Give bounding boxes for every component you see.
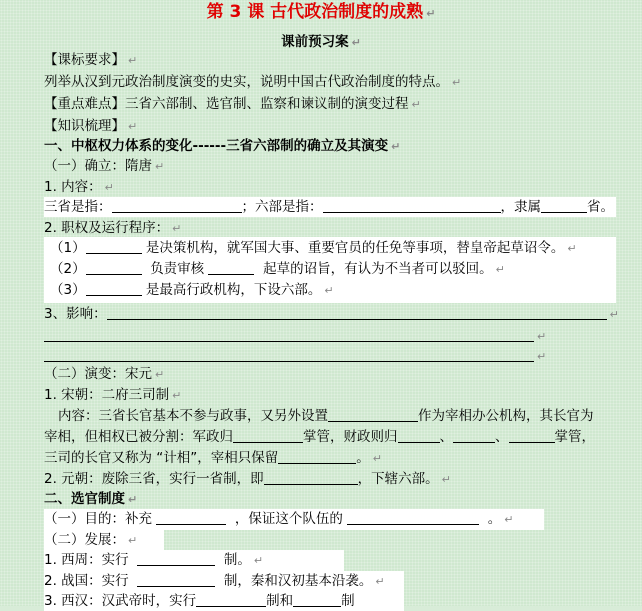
blank-field[interactable] bbox=[44, 327, 534, 342]
powers-row-1: （1） 是决策机构，就军国大事、重要官员的任免等事项，替皇帝起草诏令。 ↵ bbox=[50, 240, 577, 256]
powers-row-3: （3） 是最高行政机构，下设六部。 ↵ bbox=[50, 282, 334, 298]
item-influence: 3、影响： ↵ bbox=[44, 306, 619, 322]
blank-field[interactable] bbox=[328, 407, 418, 422]
item-warring-states: 2. 战国：实行 制，秦和汉初基本沿袭。 ↵ bbox=[44, 571, 404, 592]
blank-field[interactable] bbox=[107, 305, 607, 320]
blank-field[interactable] bbox=[323, 198, 501, 213]
blank-field[interactable] bbox=[293, 592, 341, 607]
section-key-points: 【重点难点】三省六部制、选官制、监察和谏议制的演变过程 ↵ bbox=[44, 96, 421, 112]
song-content-2: 宰相，但相权已被分割：军政归 掌管，财政则归 、 、 掌管， bbox=[44, 429, 595, 445]
blank-field[interactable] bbox=[137, 551, 215, 566]
influence-blank-line-3: ↵ bbox=[44, 346, 546, 367]
influence-blank-line-2: ↵ bbox=[44, 326, 546, 347]
item-west-han: 3. 西汉：汉武帝时，实行 制和 制 bbox=[44, 591, 404, 611]
item-yuan: 2. 元朝：废除三省，实行一省制，即 ，下辖六部。 ↵ bbox=[44, 471, 451, 487]
page-title: 第 3 课 古代政治制度的成熟 ↵ bbox=[206, 2, 436, 22]
section-course-requirements: 【课标要求】 ↵ bbox=[44, 52, 138, 68]
blank-field[interactable] bbox=[86, 239, 142, 254]
blank-field[interactable] bbox=[112, 198, 242, 213]
blank-field[interactable] bbox=[398, 428, 440, 443]
blank-field[interactable] bbox=[509, 428, 555, 443]
blank-field[interactable] bbox=[278, 449, 356, 464]
blank-field[interactable] bbox=[86, 281, 142, 296]
song-content-3: 三司的长官又称为 “计相”，宰相只保留 。 ↵ bbox=[44, 450, 382, 466]
page-subtitle: 课前预习案 ↵ bbox=[281, 34, 361, 50]
powers-row-2: （2） 负责审核 起草的诏旨，有认为不当者可以驳回。 ↵ bbox=[50, 261, 505, 277]
song-content-1: 内容：三省长官基本不参与政事，又另外设置 作为宰相办公机构，其长官为 bbox=[58, 408, 594, 424]
blank-field[interactable] bbox=[208, 260, 254, 275]
heading-official-selection: 二、选官制度 ↵ bbox=[44, 491, 138, 507]
item-powers: 2. 职权及运行程序： ↵ bbox=[44, 220, 182, 236]
item-content: 1. 内容： ↵ bbox=[44, 179, 114, 195]
subheading-establishment: （一）确立：隋唐 ↵ bbox=[44, 158, 165, 174]
blank-field[interactable] bbox=[541, 198, 587, 213]
subheading-development: （二）发展： ↵ bbox=[44, 530, 164, 551]
item-west-zhou: 1. 西周：实行 制。 ↵ bbox=[44, 550, 344, 571]
subheading-evolution: （二）演变：宋元 ↵ bbox=[44, 366, 165, 382]
fill-three-departments: 三省是指： ；六部是指： ，隶属 省。 bbox=[44, 199, 614, 215]
blank-field[interactable] bbox=[137, 572, 215, 587]
blank-field[interactable] bbox=[264, 470, 358, 485]
purpose-line: （一）目的：补充 ，保证这个队伍的 。 ↵ bbox=[44, 509, 544, 530]
blank-field[interactable] bbox=[453, 428, 495, 443]
requirements-text: 列举从汉到元政治制度演变的史实，说明中国古代政治制度的特点。 ↵ bbox=[44, 74, 462, 90]
blank-field[interactable] bbox=[86, 260, 142, 275]
blank-field[interactable] bbox=[196, 592, 266, 607]
blank-field[interactable] bbox=[233, 428, 303, 443]
blank-field[interactable] bbox=[347, 510, 479, 525]
section-knowledge: 【知识梳理】 ↵ bbox=[44, 118, 138, 134]
item-song: 1. 宋朝：二府三司制 ↵ bbox=[44, 387, 182, 403]
blank-field[interactable] bbox=[44, 347, 534, 362]
blank-field[interactable] bbox=[156, 510, 226, 525]
heading-central-power: 一、中枢权力体系的变化------三省六部制的确立及其演变 ↵ bbox=[44, 138, 401, 154]
